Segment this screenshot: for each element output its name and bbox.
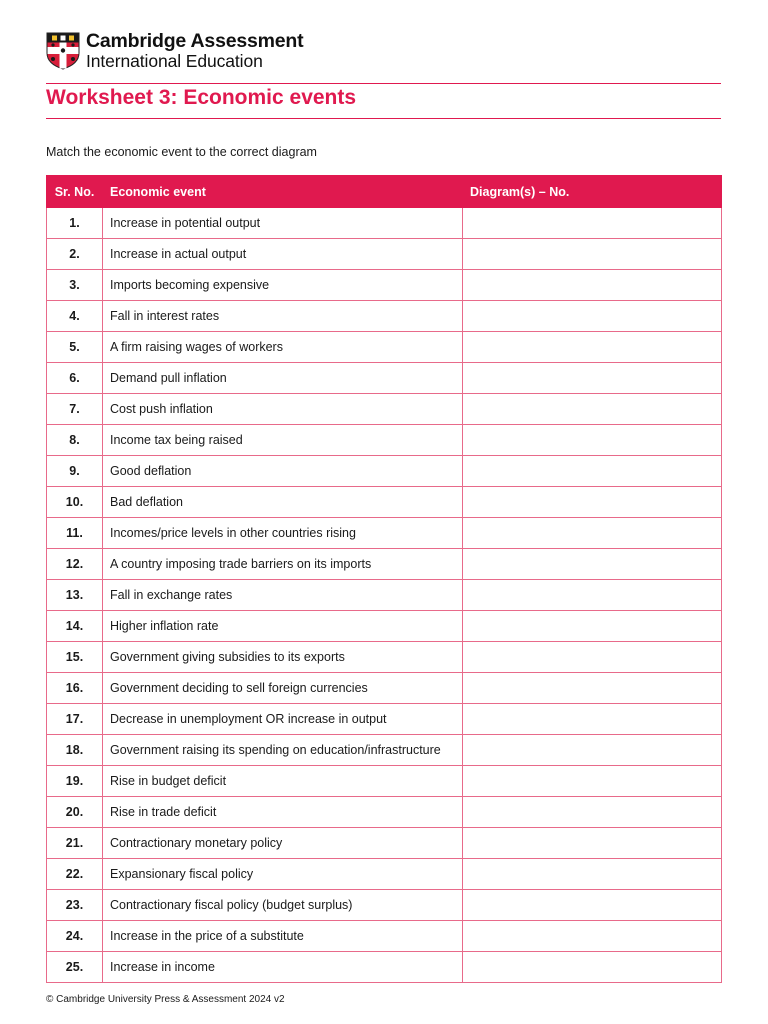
row-diagram-answer[interactable]	[463, 363, 722, 394]
row-number: 6.	[47, 363, 103, 394]
page-title: Worksheet 3: Economic events	[46, 86, 357, 109]
row-event: A country imposing trade barriers on its imports	[103, 549, 463, 580]
row-diagram-answer[interactable]	[463, 456, 722, 487]
row-diagram-answer[interactable]	[463, 208, 722, 239]
row-number: 20.	[47, 797, 103, 828]
economic-events-table	[46, 175, 722, 983]
row-diagram-answer[interactable]	[463, 549, 722, 580]
row-event: Fall in exchange rates	[103, 580, 463, 611]
row-event: Decrease in unemployment OR increase in output	[103, 704, 463, 735]
logo-line1: Cambridge Assessment	[86, 29, 304, 52]
cambridge-shield-icon	[46, 32, 80, 70]
row-event: Higher inflation rate	[103, 611, 463, 642]
row-number: 25.	[47, 952, 103, 983]
row-diagram-answer[interactable]	[463, 394, 722, 425]
row-event: Demand pull inflation	[103, 363, 463, 394]
table-header-row	[47, 176, 722, 208]
table-row	[47, 704, 722, 735]
row-number: 24.	[47, 921, 103, 952]
row-diagram-answer[interactable]	[463, 580, 722, 611]
row-diagram-answer[interactable]	[463, 859, 722, 890]
row-number: 2.	[47, 239, 103, 270]
table-row	[47, 301, 722, 332]
row-number: 5.	[47, 332, 103, 363]
row-event: Contractionary fiscal policy (budget surplus)	[103, 890, 463, 921]
row-diagram-answer[interactable]	[463, 704, 722, 735]
row-diagram-answer[interactable]	[463, 673, 722, 704]
row-event: Increase in income	[103, 952, 463, 983]
row-diagram-answer[interactable]	[463, 518, 722, 549]
row-number: 14.	[47, 611, 103, 642]
row-diagram-answer[interactable]	[463, 270, 722, 301]
table-row	[47, 828, 722, 859]
row-event: Rise in budget deficit	[103, 766, 463, 797]
title-bottom-rule	[46, 118, 721, 119]
row-diagram-answer[interactable]	[463, 797, 722, 828]
row-event: Fall in interest rates	[103, 301, 463, 332]
table-row	[47, 549, 722, 580]
instruction-text: Match the economic event to the correct diagram	[46, 145, 317, 159]
brand-logo	[46, 31, 303, 71]
row-number: 4.	[47, 301, 103, 332]
header-sr-no: Sr. No.	[47, 176, 103, 208]
row-event: Imports becoming expensive	[103, 270, 463, 301]
row-diagram-answer[interactable]	[463, 735, 722, 766]
row-number: 19.	[47, 766, 103, 797]
header-economic-event: Economic event	[103, 176, 463, 208]
row-diagram-answer[interactable]	[463, 766, 722, 797]
logo-wordmark	[86, 29, 304, 71]
table-row	[47, 580, 722, 611]
table-row	[47, 642, 722, 673]
row-diagram-answer[interactable]	[463, 642, 722, 673]
row-event: Bad deflation	[103, 487, 463, 518]
row-number: 11.	[47, 518, 103, 549]
table-row	[47, 797, 722, 828]
row-event: Contractionary monetary policy	[103, 828, 463, 859]
table-row	[47, 487, 722, 518]
row-diagram-answer[interactable]	[463, 487, 722, 518]
row-event: Incomes/price levels in other countries rising	[103, 518, 463, 549]
row-number: 12.	[47, 549, 103, 580]
row-event: A firm raising wages of workers	[103, 332, 463, 363]
table-row	[47, 766, 722, 797]
row-event: Good deflation	[103, 456, 463, 487]
row-number: 1.	[47, 208, 103, 239]
row-number: 15.	[47, 642, 103, 673]
row-event: Government deciding to sell foreign currencies	[103, 673, 463, 704]
row-number: 16.	[47, 673, 103, 704]
table-row	[47, 673, 722, 704]
logo-line2: International Education	[86, 51, 263, 71]
table-row	[47, 363, 722, 394]
table-row	[47, 611, 722, 642]
row-number: 10.	[47, 487, 103, 518]
copyright-footer: © Cambridge University Press & Assessment 2024 v2	[46, 994, 285, 1005]
row-diagram-answer[interactable]	[463, 239, 722, 270]
row-diagram-answer[interactable]	[463, 921, 722, 952]
header-diagram-no: Diagram(s) – No.	[463, 176, 722, 208]
row-diagram-answer[interactable]	[463, 301, 722, 332]
row-event: Expansionary fiscal policy	[103, 859, 463, 890]
row-number: 9.	[47, 456, 103, 487]
row-diagram-answer[interactable]	[463, 890, 722, 921]
row-diagram-answer[interactable]	[463, 425, 722, 456]
table-row	[47, 859, 722, 890]
row-number: 23.	[47, 890, 103, 921]
row-diagram-answer[interactable]	[463, 611, 722, 642]
table-row	[47, 952, 722, 983]
row-number: 22.	[47, 859, 103, 890]
table-row	[47, 270, 722, 301]
row-number: 8.	[47, 425, 103, 456]
row-event: Increase in actual output	[103, 239, 463, 270]
row-event: Increase in potential output	[103, 208, 463, 239]
row-number: 3.	[47, 270, 103, 301]
row-number: 7.	[47, 394, 103, 425]
table-row	[47, 890, 722, 921]
row-number: 21.	[47, 828, 103, 859]
row-event: Cost push inflation	[103, 394, 463, 425]
row-event: Increase in the price of a substitute	[103, 921, 463, 952]
table-row	[47, 332, 722, 363]
row-diagram-answer[interactable]	[463, 828, 722, 859]
table-row	[47, 518, 722, 549]
table-row	[47, 208, 722, 239]
table-row	[47, 425, 722, 456]
table-row	[47, 394, 722, 425]
table-row	[47, 239, 722, 270]
row-event: Income tax being raised	[103, 425, 463, 456]
row-event: Government giving subsidies to its exports	[103, 642, 463, 673]
row-diagram-answer[interactable]	[463, 952, 722, 983]
table-row	[47, 735, 722, 766]
row-event: Rise in trade deficit	[103, 797, 463, 828]
row-event: Government raising its spending on education/infrastructure	[103, 735, 463, 766]
table-row	[47, 921, 722, 952]
table-row	[47, 456, 722, 487]
row-diagram-answer[interactable]	[463, 332, 722, 363]
row-number: 18.	[47, 735, 103, 766]
row-number: 17.	[47, 704, 103, 735]
title-top-rule	[46, 83, 721, 84]
row-number: 13.	[47, 580, 103, 611]
